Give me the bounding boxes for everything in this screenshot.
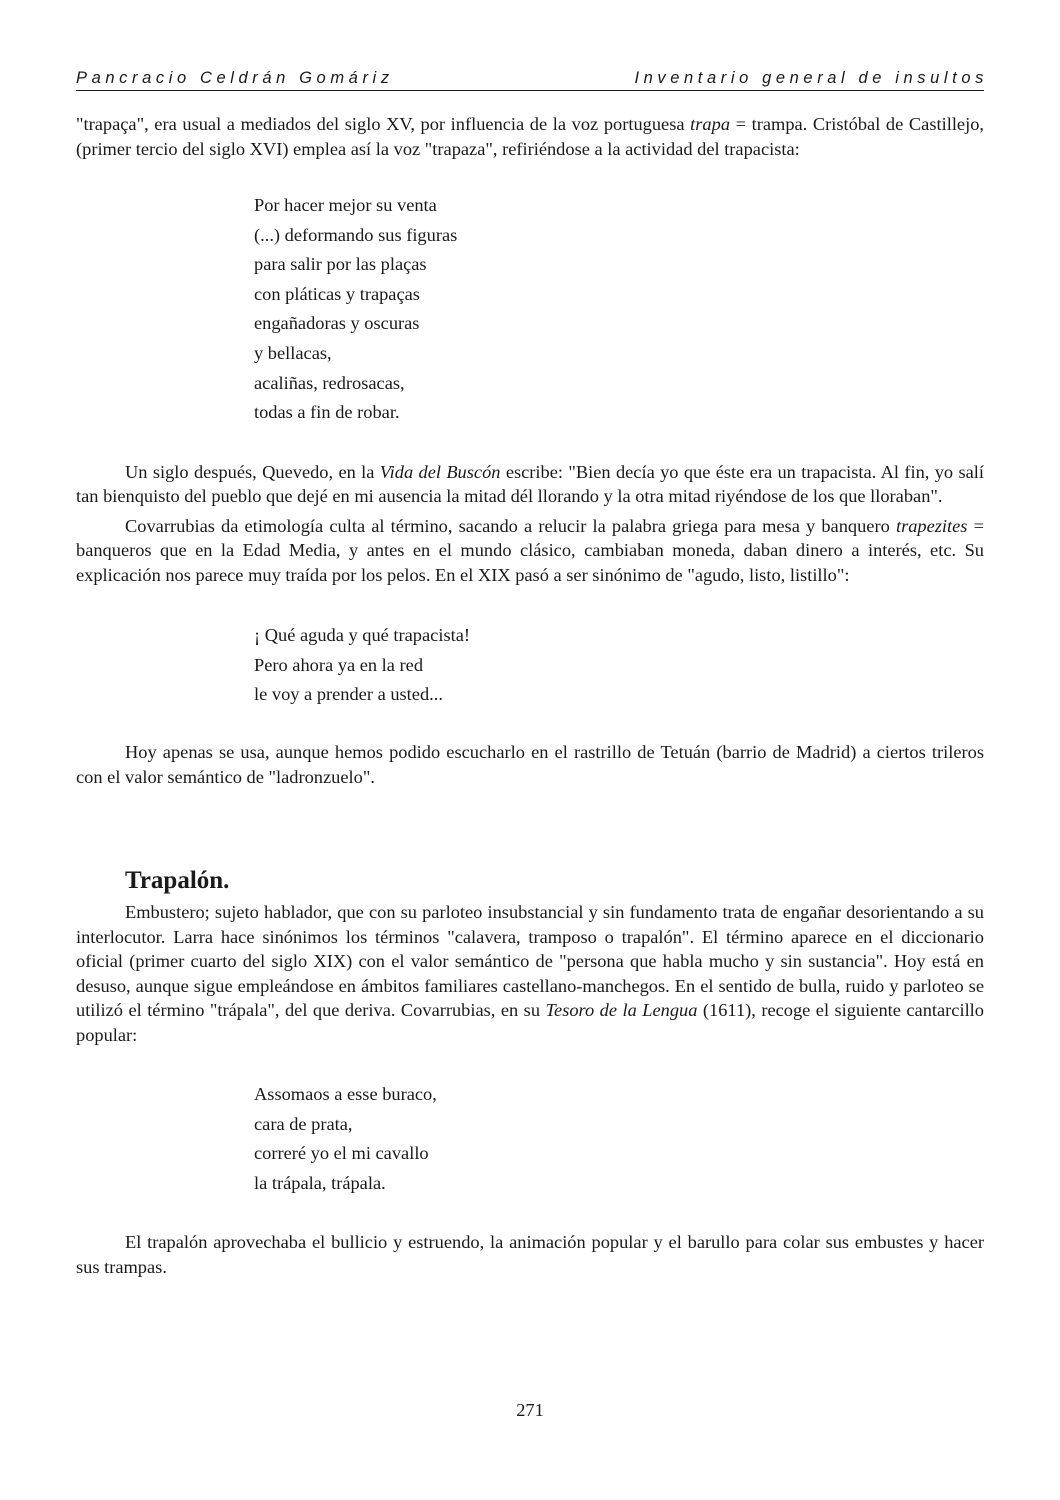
verse-line: correré yo el mi cavallo [254, 1143, 429, 1164]
verse-line: Pero ahora ya en la red [254, 654, 424, 675]
running-header [76, 66, 988, 91]
emphasis-tesoro-de-la-lengua: Tesoro de la Lengua [545, 1000, 698, 1021]
page-body [76, 112, 984, 1279]
header-author: Pancracio Celdrán Gomáriz [76, 69, 394, 87]
paragraph-closing: El trapalón aprovechaba el bullicio y estruendo, la animación popular y el barullo para colar sus embustes y hacer sus trampas. [76, 1232, 984, 1277]
verse-line: la trápala, trápala. [254, 1172, 386, 1193]
emphasis-trapezites: trapezites [895, 515, 968, 536]
verse-line: con pláticas y trapaças [254, 283, 420, 304]
paragraph-current-usage: Hoy apenas se usa, aunque hemos podido escucharlo en el rastrillo de Tetuán (barrio de Madrid) a ciertos trileros con el valor semántico de "ladronzuelo". [76, 742, 984, 787]
verse-cantarcillo [254, 1080, 984, 1198]
verse-line: acaliñas, redrosacas, [254, 372, 405, 393]
paragraph-quevedo: Un siglo después, Quevedo, en la Vida del Buscón escribe: "Bien decía yo que éste era un trapacista. Al fin, yo salí tan bienquisto del pueblo que dejé en mi ausencia la mitad dél llorando y la otra mitad riyéndose de los que lloraban". [76, 461, 984, 507]
verse-line: ¡ Qué aguda y qué trapacista! [254, 625, 470, 646]
entry-title: Trapalón. [125, 867, 230, 895]
verse-line: (...) deformando sus figuras [254, 224, 458, 245]
verse-line: engañadoras y oscuras [254, 313, 420, 334]
paragraph-trapaca-origin: "trapaça", era usual a mediados del siglo XV, por influencia de la voz portuguesa trapa = trampa. Cristóbal de Castillejo, (primer tercio del siglo XVI) emplea así la voz "trapaza", refiriéndose a la actividad del trapacista: [76, 114, 984, 159]
paragraph-covarrubias-etymology: Covarrubias da etimología culta al término, sacando a relucir la palabra griega para mesa y banquero trapezites = banqueros que en la Edad Media, y antes en el mundo clásico, cambiaban moneda, daban dinero a interés, etc. Su explicación nos parece muy traída por los pelos. En el XIX pasó a ser sinónimo de "agudo, listo, listillo": [76, 515, 984, 585]
verse-trapacista [254, 621, 984, 710]
verse-line: Assomaos a esse buraco, [254, 1084, 437, 1105]
verse-line: le voy a prender a usted... [254, 684, 443, 705]
emphasis-trapa: trapa [690, 114, 731, 134]
emphasis-vida-del-buscon: Vida del Buscón [379, 461, 501, 482]
verse-castillejo [254, 191, 984, 428]
paragraph-trapalon-definition: Embustero; sujeto hablador, que con su parloteo insubstancial y sin fundamento trata de engañar desorientando a su interlocutor. Larra hace sinónimos los términos "calavera, tramposo o trapalón". El término aparece en el diccionario oficial (primer cuarto del siglo XIX) con el valor semántico de "persona que habla mucho y sin sustancia". Hoy está en desuso, aunque sigue empleándose en ámbitos familiares castellano-manchegos. En el sentido de bulla, ruido y parloteo se utilizó el término "trápala", del que deriva. Covarrubias, en su Tesoro de la Lengua (1611), recoge el siguiente cantarcillo popular: [76, 902, 984, 1045]
header-book-title: Inventario general de insultos [634, 69, 988, 87]
verse-line: y bellacas, [254, 342, 332, 363]
verse-line: todas a fin de robar. [254, 402, 400, 423]
verse-line: Por hacer mejor su venta [254, 195, 437, 215]
verse-line: cara de prata, [254, 1113, 353, 1134]
verse-line: para salir por las plaças [254, 254, 427, 275]
page-number: 271 [516, 1400, 544, 1420]
